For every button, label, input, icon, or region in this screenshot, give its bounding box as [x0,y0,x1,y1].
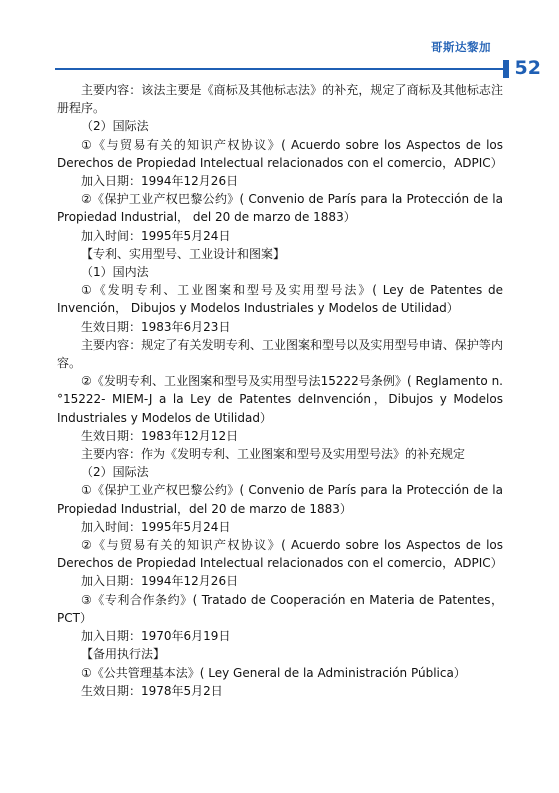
header-rule-block [503,60,509,78]
paragraph: ②《保护工业产权巴黎公约》( Convenio de París para la Protección de la Propiedad Industrial， del 20 de marzo de 1883） [57,192,503,225]
date-line: 生效日期：1983年12月12日 [81,428,239,443]
date-line: 加入日期：1970年6月19日 [81,629,231,644]
date-line: 加入时间：1995年5月24日 [81,228,231,243]
paragraph: ②《与贸易有关的知识产权协议》( Acuerdo sobre los Aspectos de los Derechos de Propiedad Intelectual relacionados con el comercio，ADPIC） [57,538,503,571]
paragraph: 主要内容：该法主要是《商标及其他标志法》的补充，规定了商标及其他标志注册程序。 [57,83,503,116]
paragraph: ①《公共管理基本法》( Ley General de la Administración Pública） [81,665,466,680]
paragraph: 主要内容：作为《发明专利、工业图案和型号及实用型号法》的补充规定 [81,447,466,462]
paragraph: 主要内容：规定了有关发明专利、工业图案和型号以及实用型号申请、保护等内容。 [57,337,503,371]
section-heading: （2）国际法 [81,119,149,134]
paragraph: ①《与贸易有关的知识产权协议》( Acuerdo sobre los Aspectos de los Derechos de Propiedad Intelectual relacionados con el comercio，ADPIC） [57,137,503,170]
paragraph: ②《发明专利、工业图案和型号及实用型号法15222号条例》( Reglamento n.°15222- MIEM-J a la Ley de Patentes deInvención，Dibujos y Modelos Industriales y Modelos de Utilidad） [57,374,503,425]
section-heading: 【专利、实用型号、工业设计和图案】 [81,246,286,261]
date-line: 生效日期：1983年6月23日 [81,319,231,334]
section-heading: （1）国内法 [81,265,149,280]
date-line: 生效日期：1978年5月2日 [81,683,223,698]
date-line: 加入日期：1994年12月26日 [81,574,239,589]
paragraph: ①《发明专利、工业图案和型号及实用型号法》( Ley de Patentes de Invención， Dibujos y Modelos Industriales y Modelos de Utilidad） [57,283,503,316]
header-title: 哥斯达黎加 [431,40,491,54]
section-heading: （2）国际法 [81,465,149,480]
paragraph: ①《保护工业产权巴黎公约》( Convenio de París para la Protección de la Propiedad Industrial，del 20 de marzo de 1883） [57,483,503,516]
page-number: 52 [514,57,541,79]
section-heading: 【备用执行法】 [81,647,166,662]
header-rule [55,68,505,70]
date-line: 加入日期：1994年12月26日 [81,174,239,189]
document-body [57,81,503,700]
date-line: 加入时间：1995年5月24日 [81,519,231,534]
paragraph: ③《专利合作条约》( Tratado de Cooperación en Materia de Patentes，PCT） [57,592,503,625]
